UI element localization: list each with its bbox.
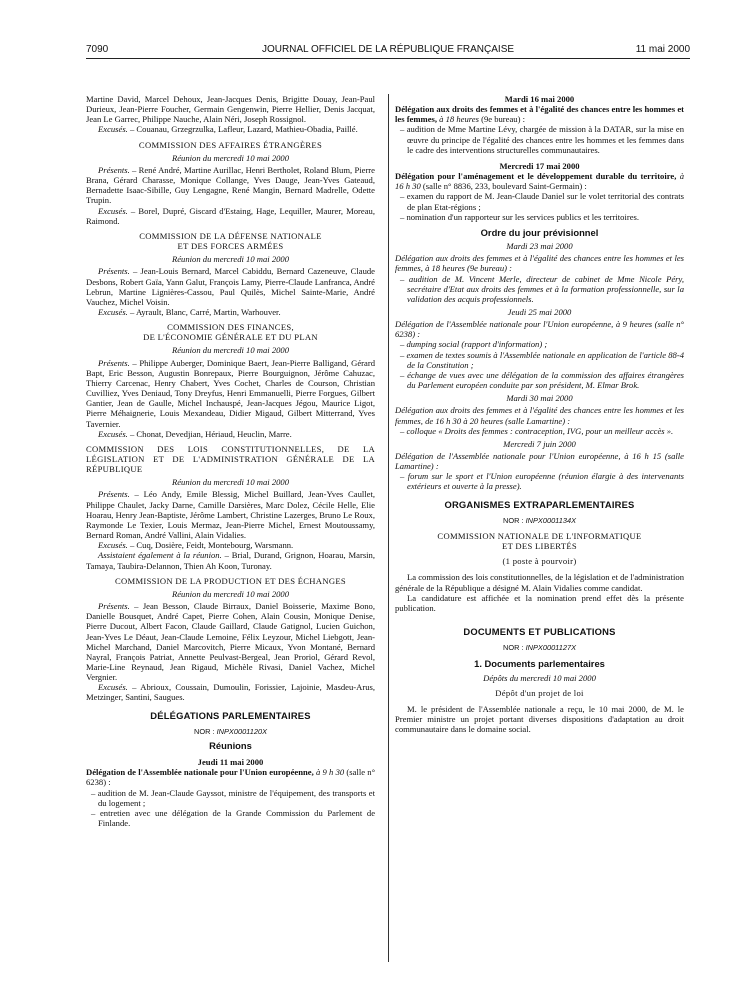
agenda-item: – examen de textes soumis à l'Assemblée nationale en application de l'article 88-4 de la Constitution ;	[395, 350, 684, 370]
excuses-paragraph: Excusés. – Chonat, Devedjian, Hériaud, Heuclin, Marre.	[98, 428, 292, 439]
agenda-list	[395, 274, 684, 304]
delegation-entry: Délégation aux droits des femmes et à l'égalité des chances entre les hommes et les femmes, de 16 h 30 à 20 heures (salle Lamartine) :	[395, 405, 684, 426]
header-date: 11 mai 2000	[635, 44, 690, 55]
left-column	[86, 94, 375, 828]
page-header	[86, 44, 690, 59]
agenda-item: – dumping social (rapport d'information) ;	[395, 339, 684, 349]
meeting-date: Réunion du mercredi 10 mai 2000	[171, 345, 290, 356]
agenda-list	[395, 339, 684, 390]
excuses-paragraph: Excusés. – Cuq, Dosière, Feidt, Montebourg, Warsmann.	[98, 540, 294, 551]
day-heading: Mardi 16 mai 2000	[504, 94, 575, 104]
day-heading: Mercredi 17 mai 2000	[499, 160, 580, 171]
commission-title: COMMISSION DES AFFAIRES ÉTRANGÈRES	[138, 139, 323, 150]
body-paragraph: La candidature est affichée et la nomination prend effet dès la présente publication.	[395, 592, 684, 613]
commission-title: COMMISSION DE LA PRODUCTION ET DES ÉCHANGES	[115, 575, 346, 586]
day-heading: Jeudi 11 mai 2000	[197, 757, 264, 768]
agenda-list	[86, 788, 375, 829]
commission-title: COMMISSION DE LA DÉFENSE NATIONALE ET DES FORCES ARMÉES	[139, 230, 322, 252]
subsection-heading: 1. Documents parlementaires	[474, 658, 605, 670]
meeting-date: Réunion du mercredi 10 mai 2000	[171, 588, 290, 599]
delegation-entry: Délégation aux droits des femmes et à l'égalité des chances entre les hommes et les femmes, à 18 heures (9e bureau) :	[395, 253, 684, 274]
section-heading: ORGANISMES EXTRAPARLEMENTAIRES	[444, 498, 635, 510]
excuses-paragraph: Excusés. – Abrioux, Coussain, Dumoulin, Forissier, Lajoinie, Masdeu-Arus, Metzinger, Santini, Saugues.	[86, 682, 375, 703]
right-column	[395, 94, 684, 734]
agenda-list	[395, 124, 684, 154]
excuses-paragraph: Excusés. – Ayrault, Blanc, Carré, Martin, Warhouver.	[98, 306, 281, 317]
day-heading: Mardi 30 mai 2000	[506, 393, 573, 404]
present-paragraph: Présents. – Jean-Louis Bernard, Marcel Cabiddu, Bernard Cazeneuve, Claude Desbons, Robert Gaïa, Yann Galut, François Lamy, Pierre-Claude Lanfranca, André Lebrun, Martine Lignières-Cassou, Paul Quilès, Michel Sainte-Marie, André Vauchez, Michel Voisin.	[86, 266, 375, 307]
agenda-list	[395, 426, 684, 436]
poste-note: (1 poste à pourvoir)	[502, 556, 577, 567]
body-paragraph: M. le président de l'Assemblée nationale a reçu, le 10 mai 2000, de M. le Premier ministre un projet portant diverses dispositions d'adaptation au droit communautaire dans le domaine social.	[395, 703, 684, 735]
delegation-entry: Délégation pour l'aménagement et le développement durable du territoire, à 16 h 30 (salle n° 8836, 233, boulevard Saint-Germain) :	[395, 171, 684, 192]
agenda-item: – audition de M. Vincent Merle, directeur de cabinet de Mme Nicole Péry, secrétaire d'Etat aux droits des femmes et à la formation professionnelle, sur la validation des acquis professionnels.	[395, 274, 684, 304]
agenda-item: – examen du rapport de M. Jean-Claude Daniel sur le volet territorial des contrats de plan Etat-régions ;	[395, 191, 684, 211]
agenda-item: – audition de M. Jean-Claude Gayssot, ministre de l'équipement, des transports et du logement ;	[86, 788, 375, 808]
present-paragraph: Présents. – René André, Martine Aurillac, Henri Bertholet, Roland Blum, Pierre Brana, Gérard Charasse, Monique Collange, Yves Dauge, Jean-Yves Gateaud, Bernadette Isaac-Sibille, Guy Lengagne, René Mangin, Bernard Madrelle, Odette Trupin.	[86, 164, 375, 206]
journal-title: JOURNAL OFFICIEL DE LA RÉPUBLIQUE FRANÇAISE	[261, 44, 515, 55]
section-heading: DOCUMENTS ET PUBLICATIONS	[463, 626, 616, 638]
subsection-heading: Ordre du jour prévisionnel	[480, 226, 599, 238]
present-paragraph: Présents. – Jean Besson, Claude Birraux, Daniel Boisserie, Maxime Bono, Danielle Bousquet, André Capet, Pierre Cohen, Alain Cousin, Monique Denise, Pierre Ducout, Albert Facon, Claude Gaillard, Claude Gatignol, Lucien Guichon, Jean-Yves Le Déaut, Jean-Claude Lemoine, Félix Leyzour, Michel Liebgott, Jean-Michel Marchand, Daniel Marcovitch, Pierre Micaux, Yvon Montané, Bernard Nayral, François Patriat, Annette Peulvast-Bergeal, Jean Proriol, Gérard Revol, Marie-Line Reynaud, Jean Rigaud, Michèle Rivasi, Daniel Vachez, Michel Vergnier.	[86, 601, 375, 683]
assistaient-paragraph: Assistaient également à la réunion. – Brial, Durand, Grignon, Hoarau, Marsin, Tamaya, Taubira-Delannon, Thien Ah Koon, Turonay.	[86, 550, 376, 571]
deposit-type: Dépôt d'un projet de loi	[495, 687, 584, 698]
meeting-date: Réunion du mercredi 10 mai 2000	[171, 254, 290, 265]
subsection-heading: Réunions	[209, 739, 252, 751]
agenda-list	[395, 471, 684, 491]
nor-reference: NOR : INPX0001134X	[503, 515, 576, 525]
agenda-item: – nomination d'un rapporteur sur les services publics et les territoires.	[395, 212, 684, 222]
body-paragraph: La commission des lois constitutionnelles, de la législation et de l'administration générale de la République a désigné M. Alain Vidalies comme candidat.	[395, 572, 684, 593]
commission-title: COMMISSION DES LOIS CONSTITUTIONNELLES, DE LA LÉGISLATION ET DE L'ADMINISTRATION GÉNÉRALE DE LA RÉPUBLIQUE	[86, 443, 375, 475]
day-heading: Mercredi 7 juin 2000	[503, 438, 576, 449]
excuses-paragraph: Excusés. – Borel, Dupré, Giscard d'Estaing, Hage, Lequiller, Maurer, Moreau, Raimond.	[86, 205, 375, 226]
commission-title: COMMISSION DES FINANCES, DE L'ÉCONOMIE GÉNÉRALE ET DU PLAN	[143, 322, 318, 343]
delegation-entry: Délégation de l'Assemblée nationale pour l'Union européenne, à 9 heures (salle n° 6238) :	[395, 319, 684, 340]
delegation-entry: Délégation aux droits des femmes et à l'égalité des chances entre les hommes et les femmes, à 18 heures (9e bureau) :	[395, 104, 684, 125]
section-heading: DÉLÉGATIONS PARLEMENTAIRES	[150, 709, 311, 721]
day-heading: Jeudi 25 mai 2000	[507, 306, 572, 317]
meeting-date: Réunion du mercredi 10 mai 2000	[171, 477, 290, 488]
page-number: 7090	[86, 44, 109, 55]
day-heading: Mardi 23 mai 2000	[506, 241, 573, 252]
agenda-item: – colloque « Droits des femmes : contraception, IVG, pour un meilleur accès ».	[395, 426, 684, 436]
nor-reference: NOR : INPX0001127X	[503, 643, 576, 653]
nor-reference: NOR : INPX0001120X	[194, 726, 267, 736]
commission-title: COMMISSION NATIONALE DE L'INFORMATIQUE ET DES LIBERTÉS	[437, 530, 642, 552]
column-divider	[388, 94, 389, 962]
present-paragraph: Présents. – Léo Andy, Emile Blessig, Michel Buillard, Jean-Yves Caullet, Philippe Chaulet, Jacky Darne, Camille Darsières, Marc Dolez, Cécile Helle, Elie Hoarau, Henry Jean-Baptiste, Jérôme Lambert, Christine Lazerges, Bruno Le Roux, Raymonde Le Texier, Louis Mermaz, Jean-Pierre Michel, Ernest Moutoussamy, Bernard Roman, André Vallini, Alain Vidalies.	[86, 489, 375, 541]
present-paragraph: Présents. – Philippe Auberger, Dominique Baert, Jean-Pierre Balligand, Gérard Bapt, Eric Besson, Augustin Bonrepaux, Pierre Bourguignon, Jérôme Cahuzac, Thierry Carcenac, Henry Chabert, Yves Cochet, Charles de Courson, Christian Cuvilliez, Yves Deniaud, Tony Dreyfus, Henri Emmanuelli, Pierre Forgues, Gilbert Gantier, Jean de Gaulle, Michel Inchauspé, Jean-Jacques Jégou, Maurice Ligot, Pierre Méhaignerie, Louis Mexandeau, Didier Migaud, Gilbert Mitterrand, Yves Tavernier.	[86, 357, 375, 429]
attendance-paragraph: Martine David, Marcel Dehoux, Jean-Jacques Denis, Brigitte Douay, Jean-Paul Durieux, Jean-Pierre Foucher, Germain Gengenwin, Pierre Hellier, Denis Jacquat, Jean Le Garrec, Philippe Nauche, Alain Néri, Joseph Rossignol.	[86, 94, 375, 125]
delegation-entry: Délégation de l'Assemblée nationale pour l'Union européenne, à 9 h 30 (salle n° 6238) :	[86, 767, 376, 788]
delegation-entry: Délégation de l'Assemblée nationale pour l'Union européenne, à 16 h 15 (salle Lamartine) :	[395, 451, 684, 472]
agenda-item: – échange de vues avec une délégation de la commission des affaires étrangères du Parlement européen conduite par son président, M. Elmar Brok.	[395, 370, 684, 390]
excuses-paragraph: Excusés. – Couanau, Grzegrzulka, Lafleur, Lazard, Mathieu-Obadia, Paillé.	[98, 124, 358, 135]
agenda-item: – audition de Mme Martine Lévy, chargée de mission à la DATAR, sur la mise en œuvre du principe de l'égalité des chances entre les hommes et les femmes dans le cadre des interventions structurelles communautaires.	[395, 124, 684, 154]
deposit-date: Dépôts du mercredi 10 mai 2000	[483, 672, 596, 683]
agenda-item: – forum sur le sport et l'Union européenne (réunion élargie à des intervenants extérieurs et ouverte à la presse).	[395, 471, 684, 491]
agenda-list	[395, 191, 684, 221]
meeting-date: Réunion du mercredi 10 mai 2000	[171, 152, 290, 163]
agenda-item: – entretien avec une délégation de la Grande Commission du Parlement de Finlande.	[86, 808, 375, 828]
